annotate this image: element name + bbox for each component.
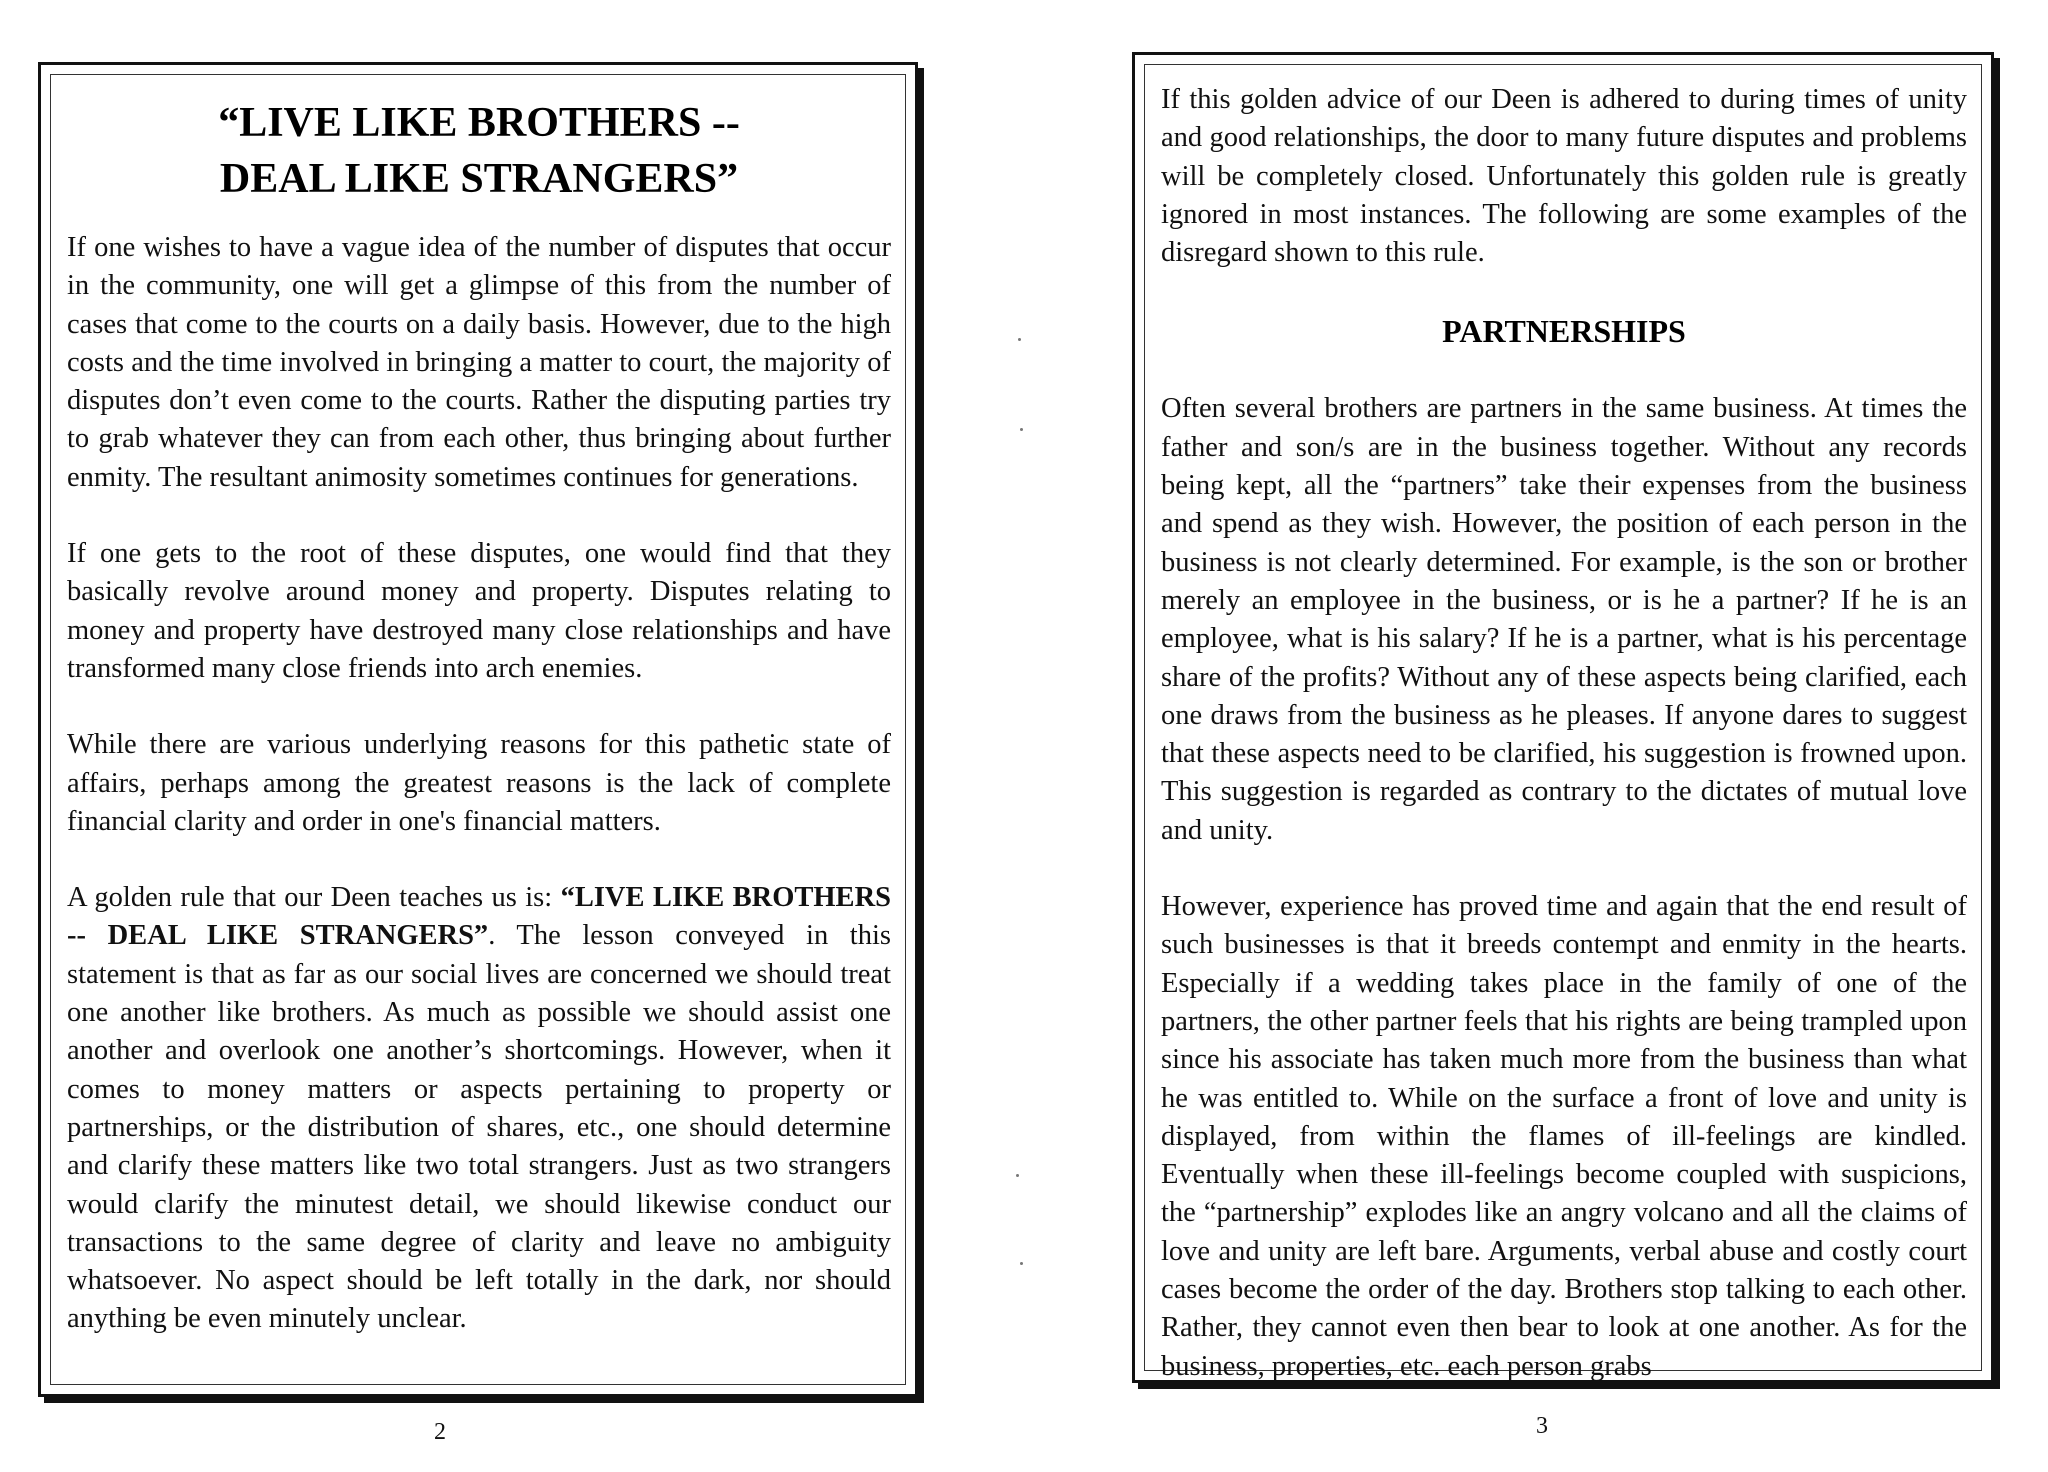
left-paragraph-3: While there are various underlying reasons for this pathetic state of affairs, perhaps among the greatest reasons is the lack of complete financial clarity and order in one's financial matters.	[67, 729, 891, 837]
page-number-right: 3	[1536, 1413, 1548, 1439]
golden-rule-text: “LIVE LIKE BROTHERS -- DEAL LIKE STRANGERS”	[67, 882, 891, 952]
title-line-1: “LIVE LIKE BROTHERS --	[218, 100, 740, 146]
scan-speck	[1020, 428, 1023, 431]
golden-rule-intro: A golden rule that our Deen teaches us is:	[67, 882, 561, 914]
left-paragraph-4	[67, 879, 891, 1339]
left-paragraph-2: If one gets to the root of these disputes, one would find that they basically revolve around money and property. Disputes relating to money and property have destroyed many close relationships and have transformed many close friends into arch enemies.	[67, 538, 891, 684]
left-page-content	[67, 95, 891, 1374]
right-paragraph-2: However, experience has proved time and again that the end result of such businesses is that it breeds contempt and enmity in the hearts. Especially if a wedding takes place in the family of one of the partners, the other partner feels that his rights are being trampled upon since his associate has taken much more from the business than what he was entitled to. While on the surface a front of love and unity is displayed, from within the flames of ill-feelings are kindled. Eventually when these ill-feelings become coupled with suspicions, the “partnership” explodes like an angry volcano and all the claims of love and unity are left bare. Arguments, verbal abuse and costly court cases become the order of the day. Brothers stop talking to each other. Rather, they cannot even then bear to look at one another. As for the business, properties, etc. each person grabs	[1161, 891, 1967, 1382]
scan-speck	[1018, 338, 1021, 341]
scan-speck	[1016, 1174, 1019, 1177]
right-paragraph-1: Often several brothers are partners in the same business. At times the father and son/s are in the business together. Without any records being kept, all the “partners” take their expenses from the business and spend as they wish. However, the position of each person in the business is not clearly determined. For example, is the son or brother merely an employee in the business, or is he a partner? If he is an employee, what is his salary? If he is a partner, what is his percentage share of the profits? Without any of these aspects being clarified, each one draws from the business as he pleases. If anyone dares to suggest that these aspects need to be clarified, his suggestion is frowned upon. This suggestion is regarded as contrary to the dictates of mutual love and unity.	[1161, 393, 1967, 846]
left-paragraph-1: If one wishes to have a vague idea of the number of disputes that occur in the community, one will get a glimpse of this from the number of cases that come to the courts on a daily basis. However, due to the high costs and the time involved in bringing a matter to court, the majority of disputes don’t even come to the courts. Rather the disputing parties try to grab whatever they can from each other, thus bringing about further enmity. The resultant animosity sometimes continues for generations.	[67, 232, 891, 493]
golden-rule-explanation: . The lesson conveyed in this statement is that as far as our social lives are concerned we should treat one another like brothers. As much as possible we should assist one another and overlook one another’s shortcomings. However, when it comes to money matters or aspects pertaining to property or partnerships, or the distribution of shares, etc., one should determine and clarify these matters like two total strangers. Just as two strangers would clarify the minutest detail, we should likewise conduct our transactions to the same degree of clarity and leave no ambiguity whatsoever. No aspect should be left totally in the dark, nor should anything be even minutely unclear.	[67, 920, 891, 1335]
right-page-frame	[1132, 52, 1994, 1383]
scan-speck	[1020, 1262, 1023, 1265]
page-title	[67, 95, 891, 207]
page-number-left: 2	[434, 1419, 446, 1445]
left-page-frame	[38, 62, 918, 1397]
right-intro-paragraph: If this golden advice of our Deen is adhered to during times of unity and good relationships, the door to many future disputes and problems will be completely closed. Unfortunately this golden rule is greatly ignored in most instances. The following are some examples of the disregard shown to this rule.	[1161, 84, 1967, 269]
section-heading-partnerships: PARTNERSHIPS	[1442, 313, 1686, 350]
right-page-content	[1161, 81, 1967, 1382]
title-line-2: DEAL LIKE STRANGERS”	[219, 156, 739, 202]
